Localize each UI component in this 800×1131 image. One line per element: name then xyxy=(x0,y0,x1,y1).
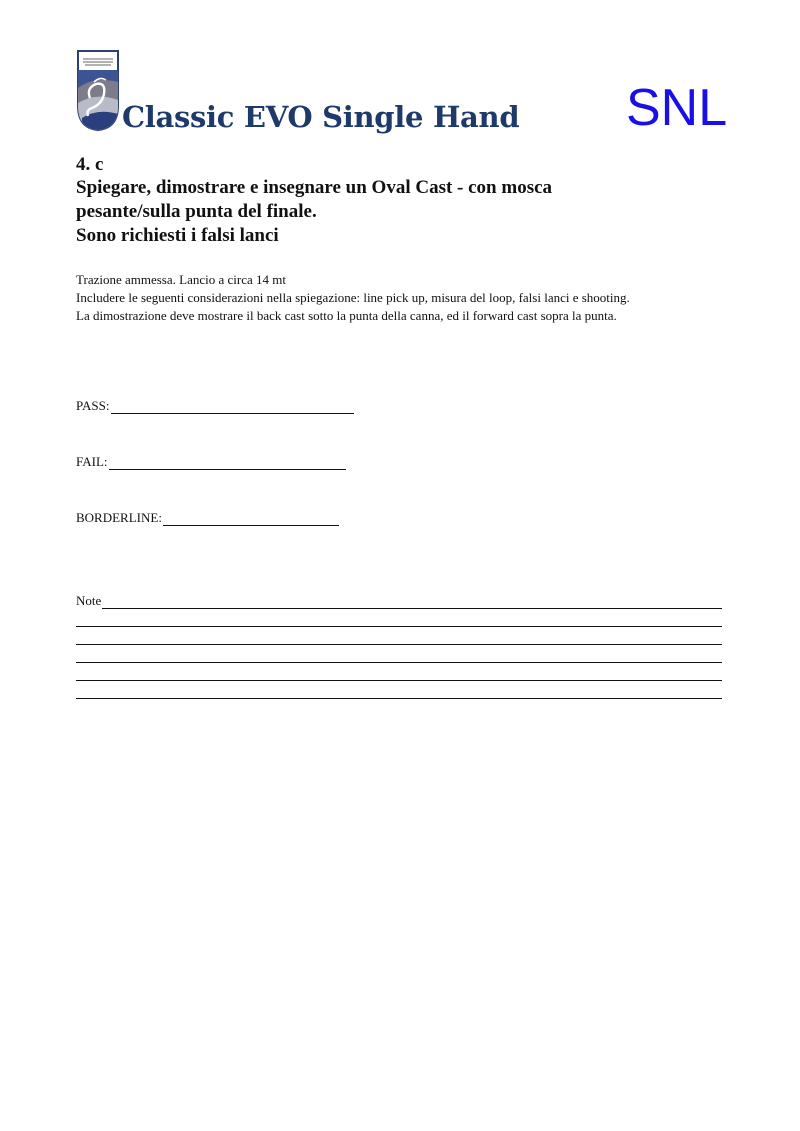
description-line: La dimostrazione deve mostrare il back cast sotto la punta della canna, ed il forward cast sopra la punta. xyxy=(76,308,617,323)
fail-label: FAIL: xyxy=(76,454,108,469)
note-line[interactable] xyxy=(76,663,722,681)
description-line: Trazione ammessa. Lancio a circa 14 mt xyxy=(76,272,286,287)
exercise-heading-line: Sono richiesti i falsi lanci xyxy=(76,225,279,246)
level-tag: SNL xyxy=(626,79,728,137)
exercise-description xyxy=(76,271,630,325)
pass-line[interactable] xyxy=(111,401,354,414)
exercise-heading-line: pesante/sulla punta del finale. xyxy=(76,201,317,222)
note-line[interactable] xyxy=(76,627,722,645)
borderline-label: BORDERLINE: xyxy=(76,510,162,525)
fail-field xyxy=(76,454,346,470)
pass-field xyxy=(76,398,354,414)
note-line[interactable] xyxy=(76,609,722,627)
note-line[interactable] xyxy=(76,681,722,699)
exercise-number: 4. c xyxy=(76,154,104,175)
borderline-field xyxy=(76,510,339,526)
notes-first-row xyxy=(76,592,722,609)
pass-label: PASS: xyxy=(76,398,110,413)
notes-section xyxy=(76,592,722,699)
note-line[interactable] xyxy=(102,596,722,609)
description-line: Includere le seguenti considerazioni nella spiegazione: line pick up, misura del loop, falsi lanci e shooting. xyxy=(76,290,630,305)
unpam-logo xyxy=(76,48,120,132)
fail-line[interactable] xyxy=(109,457,346,470)
note-label: Note xyxy=(76,593,102,608)
exercise-heading xyxy=(76,176,716,248)
document-title: Classic EVO Single Hand xyxy=(122,100,520,134)
borderline-line[interactable] xyxy=(163,513,339,526)
note-line[interactable] xyxy=(76,645,722,663)
exercise-heading-line: Spiegare, dimostrare e insegnare un Oval Cast - con mosca xyxy=(76,177,553,198)
